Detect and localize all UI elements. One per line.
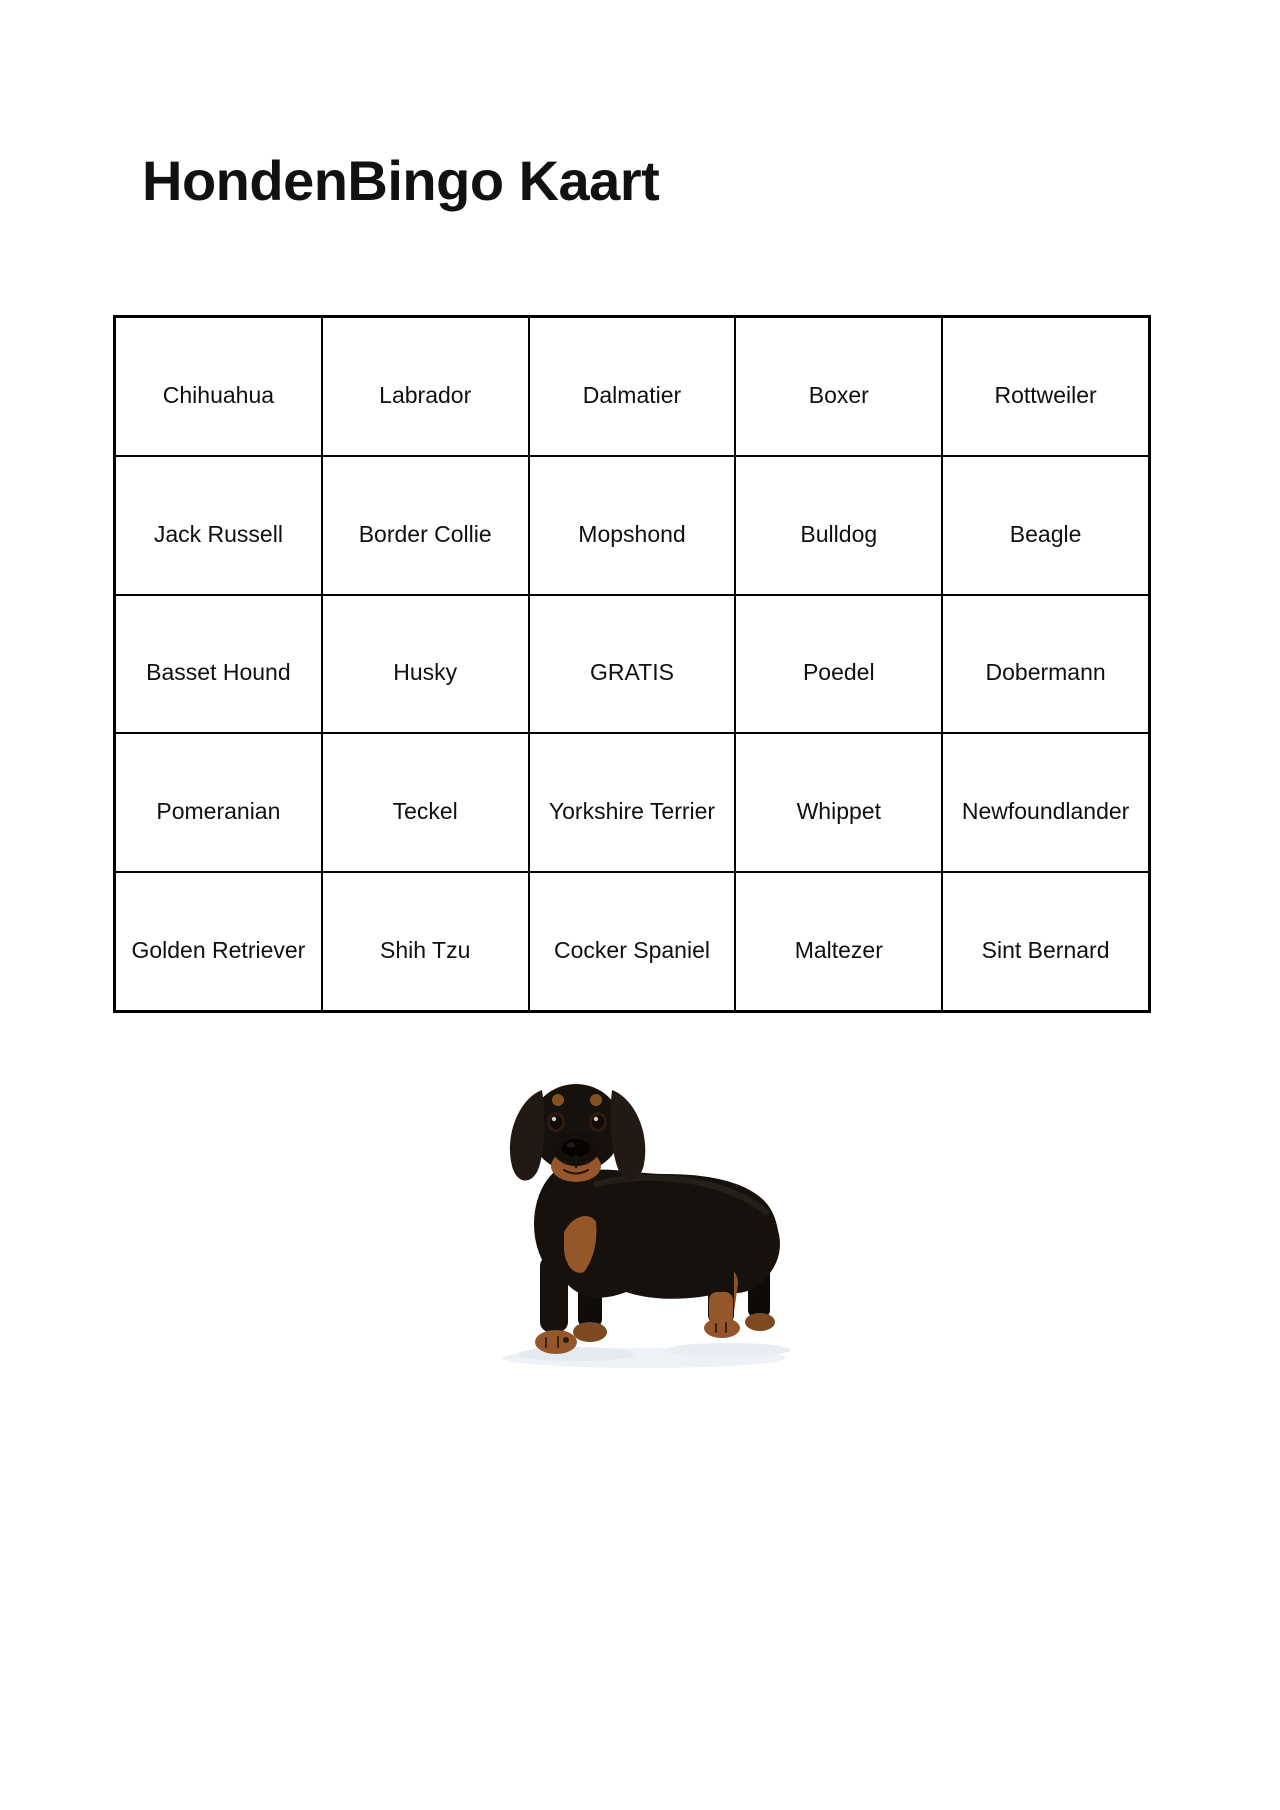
bingo-cell xyxy=(322,456,529,595)
bingo-cell xyxy=(529,317,736,456)
bingo-cell-label: Pomeranian xyxy=(156,798,281,825)
bingo-cell-label: Whippet xyxy=(796,798,881,825)
bingo-cell-label: Shih Tzu xyxy=(380,937,471,964)
bingo-cell xyxy=(942,317,1149,456)
dog-body xyxy=(534,1162,780,1312)
bingo-cell xyxy=(115,733,322,872)
bingo-cell-label: Chihuahua xyxy=(162,381,275,408)
bingo-cell-label: Jack Russell xyxy=(153,520,283,547)
bingo-cell-label: Yorkshire Terrier xyxy=(548,798,716,825)
bingo-cell xyxy=(735,317,942,456)
dog-head xyxy=(510,1084,645,1182)
bingo-cell xyxy=(735,456,942,595)
bingo-cell xyxy=(322,872,529,1011)
bingo-cell-label: Cocker Spaniel xyxy=(554,937,710,964)
bingo-cell-label: Sint Bernard xyxy=(981,937,1110,964)
dog-ear-right xyxy=(611,1090,646,1179)
dog-muzzle xyxy=(551,1132,601,1182)
bingo-cell xyxy=(942,872,1149,1011)
bingo-grid xyxy=(113,315,1151,1013)
dachshund-photo xyxy=(476,1064,808,1376)
bingo-cell xyxy=(529,456,736,595)
bingo-cell xyxy=(529,872,736,1011)
bingo-cell-label: Teckel xyxy=(392,798,458,825)
bingo-cell-label: Border Collie xyxy=(358,520,492,547)
bingo-cell-label: Bulldog xyxy=(800,520,878,547)
bingo-cell-label: Golden Retriever xyxy=(131,937,306,964)
bingo-cell-label: Maltezer xyxy=(794,937,883,964)
bingo-cell-label: Rottweiler xyxy=(994,381,1097,408)
bingo-cell-label: Mopshond xyxy=(578,520,686,547)
bingo-cell-label: Boxer xyxy=(808,381,869,408)
bingo-cell xyxy=(115,317,322,456)
bingo-cell-label: Husky xyxy=(393,659,458,686)
bingo-cell-label: Beagle xyxy=(1009,520,1082,547)
bingo-cell xyxy=(735,595,942,734)
bingo-cell-label: Dobermann xyxy=(985,659,1106,686)
bingo-cell xyxy=(115,872,322,1011)
bingo-cell xyxy=(322,733,529,872)
bingo-cell xyxy=(942,595,1149,734)
bingo-cell xyxy=(735,733,942,872)
bingo-cell-label: Newfoundlander xyxy=(961,798,1130,825)
bingo-cell-label: GRATIS xyxy=(590,659,674,686)
bingo-cell-free-space xyxy=(529,595,736,734)
bingo-cell-label: Basset Hound xyxy=(146,659,291,686)
bingo-cell-label: Poedel xyxy=(802,659,875,686)
dog-ear-left xyxy=(510,1090,544,1181)
bingo-cell xyxy=(942,456,1149,595)
bingo-cell xyxy=(322,595,529,734)
bingo-cell xyxy=(735,872,942,1011)
bingo-cell xyxy=(322,317,529,456)
bingo-cell xyxy=(529,733,736,872)
bingo-cell-label: Dalmatier xyxy=(582,381,682,408)
bingo-cell xyxy=(115,595,322,734)
page-title: HondenBingo Kaart xyxy=(142,149,660,212)
bingo-cell xyxy=(115,456,322,595)
bingo-cell xyxy=(942,733,1149,872)
bingo-cell-label: Labrador xyxy=(379,381,472,408)
